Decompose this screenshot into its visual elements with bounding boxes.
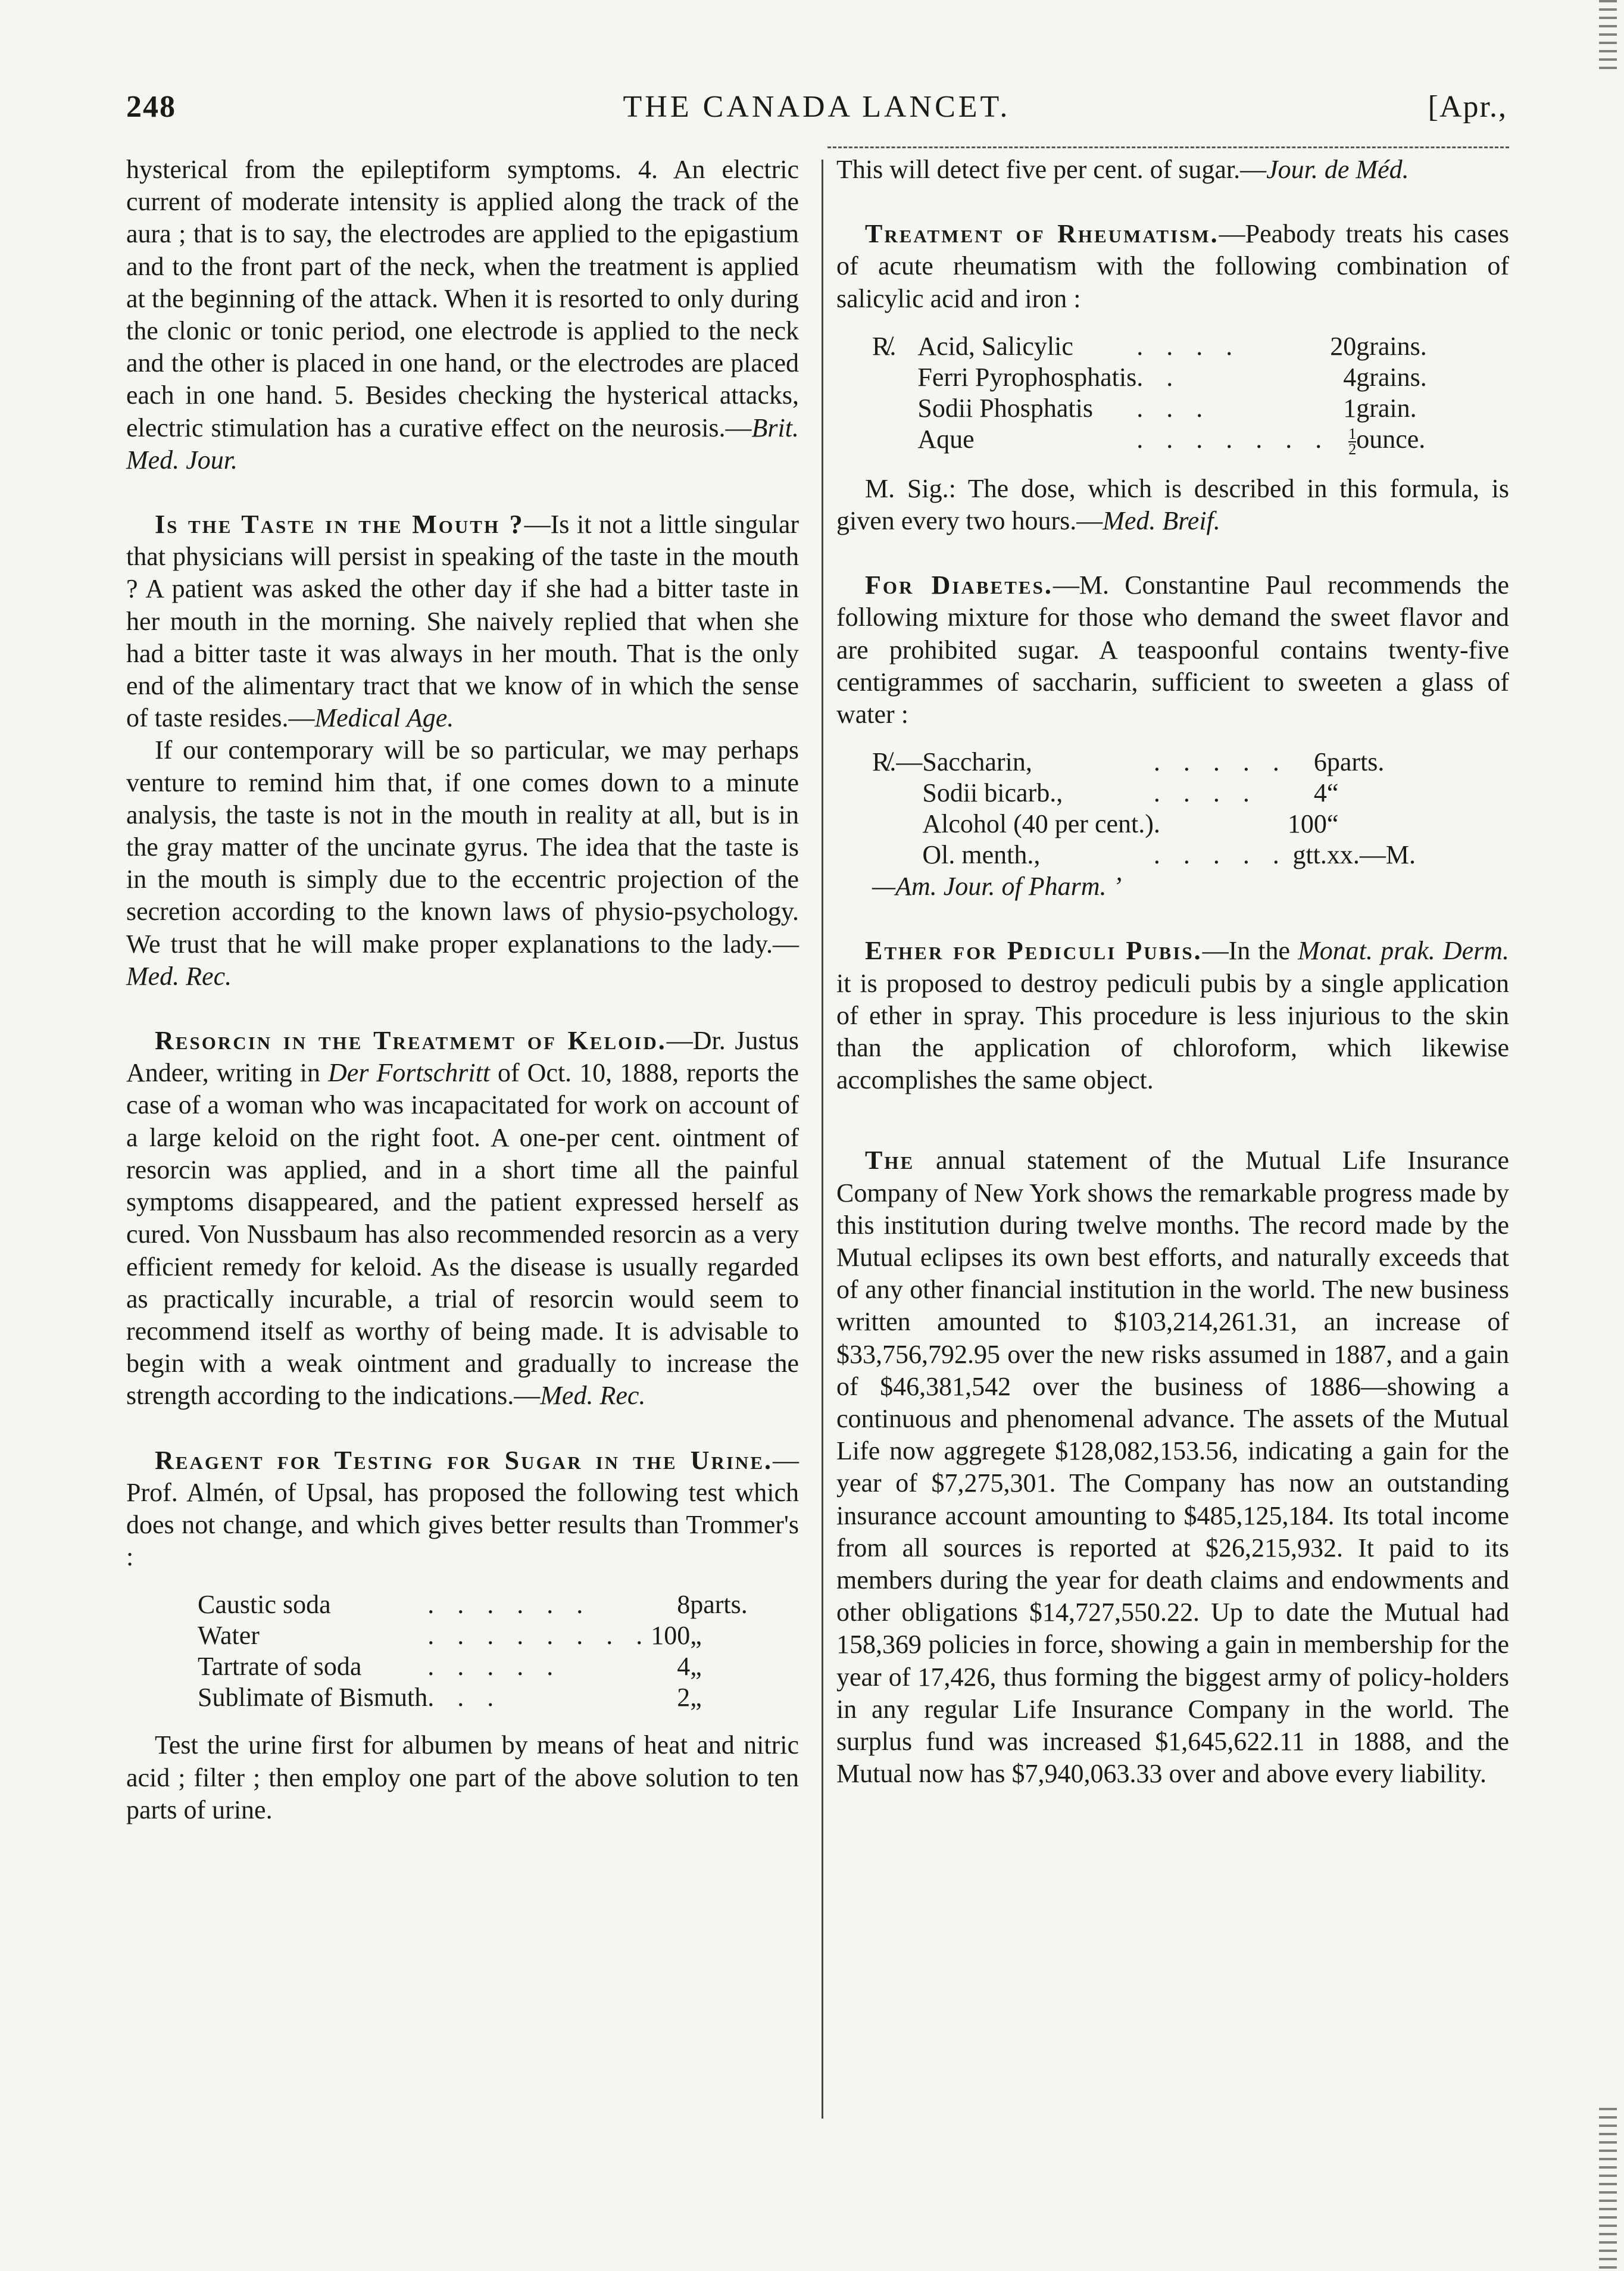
diabetes-formula-table [872, 747, 1416, 871]
citation: Brit. Med. Jour. [126, 413, 799, 475]
header-month: [Apr., [1428, 90, 1507, 124]
formula-row: Ol. menth., . . . . . gtt. xx.—M. [922, 840, 1416, 870]
citation: Med. Breif. [1103, 506, 1220, 535]
recipe-symbol: R̸. [872, 331, 897, 361]
running-header [126, 89, 1507, 137]
formula-row: Tartrate of soda . . . . . 4 „ [198, 1652, 702, 1682]
taste-response: If our contemporary will be so particular, we may perhaps venture to remind him that, if one comes down to a minute analysis, the taste is not in the mouth in reality at all, but is in the gray matter of the uncinate gyrus. The idea that the taste is in the mouth is simply due to the eccentric projection of the secretion according to the known laws of physio-psychology. We trust that he will make proper explanations to the lady.—Med. Rec. [126, 735, 799, 991]
citation: Med. Rec. [126, 961, 232, 991]
rheumatism-formula-table [872, 331, 1427, 457]
rheumatism-signature: M. Sig.: The dose, which is described in this formula, is given every two hours.—Med. Breif. [836, 473, 1509, 535]
formula-row: Water . . . . . . . . 100 „ [198, 1621, 702, 1651]
article-heading: For Diabetes. [865, 570, 1053, 600]
header-rule [827, 146, 1509, 148]
formula-row: Ferri Pyrophosphatis . . 4 grains. [917, 362, 1427, 392]
article-heading: Is the Taste in the Mouth ? [155, 510, 524, 539]
left-column [126, 154, 799, 1826]
journal-title: THE CANADA LANCET. [623, 90, 1011, 124]
reagent-instructions: Test the urine first for albumen by means of heat and nitric acid ; filter ; then employ one part of the above solution to ten parts of urine. [126, 1730, 799, 1824]
article-heading: Resorcin in the Treatmemt of Keloid. [155, 1026, 667, 1056]
diabetes-citation [872, 871, 1509, 903]
page-number: 248 [126, 90, 176, 124]
diabetes-article: For Diabetes.—M. Constantine Paul recommends the following mixture for those who demand the sweet flavor and are prohibited sugar. A teaspoonful contains twenty-five centigrammes of saccharin, sufficient to sweeten a glass of water : [836, 570, 1509, 729]
citation: —Am. Jour. of Pharm. ’ [872, 872, 1122, 901]
epilepsy-paragraph: hysterical from the epileptiform symptoms. 4. An electric current of moderate intensity is applied along the track of the aura ; that is to say, the electrodes are applied to the epigastium and to the front part of the neck, when the treatment is applied at the beginning of the attack. When it is resorted to only during the clonic or tonic period, one electrode is applied to the neck and the other is placed in one hand, or the electrodes are placed each in one hand. 5. Besides checking the hysterical attacks, electric stimulation has a curative effect on the neurosis.—Brit. Med. Jour. [126, 155, 799, 475]
formula-row: Sodii bicarb., . . . . 4 “ [922, 778, 1339, 808]
citation: Med. Rec. [540, 1381, 646, 1411]
article-heading: Treatment of Rheumatism. [865, 219, 1219, 249]
formula-row: Sublimate of Bismuth . . . 2 „ [198, 1683, 702, 1712]
fraction-half: $\frac{1}{2}$ [1348, 425, 1357, 458]
article-heading: Ether for Pediculi Pubis. [865, 936, 1203, 966]
rheumatism-article: Treatment of Rheumatism.—Peabody treats his cases of acute rheumatism with the following combination of salicylic acid and iron : [836, 219, 1509, 313]
formula-row: Caustic soda . . . . . . 8 parts. [198, 1590, 748, 1620]
article-heading: Reagent for Testing for Sugar in the Urine. [155, 1445, 773, 1475]
reagent-formula-table [198, 1589, 748, 1713]
formula-row: Alcohol (40 per cent.) . 100 “ [922, 809, 1339, 839]
scan-edge-mark [1599, 2108, 1617, 2269]
scan-edge-mark [1599, 0, 1617, 71]
article-lead: The [865, 1146, 915, 1175]
column-divider [822, 160, 823, 2119]
formula-row: R̸. Acid, Salicylic . . . . 20 grains. [872, 331, 1427, 361]
continued-paragraph: This will detect five per cent. of sugar.—Jour. de Méd. [836, 155, 1409, 184]
formula-row: R̸.— Saccharin, . . . . . 6 parts. [872, 747, 1385, 777]
formula-row: Sodii Phosphatis . . . 1 grain. [917, 393, 1417, 423]
ether-article: Ether for Pediculi Pubis.—In the Monat. prak. Derm. it is proposed to destroy pediculi pubis by a single application of ether in spray. This procedure is less injurious to the skin than the application of chloroform, which likewise accomplishes the same object. [836, 936, 1510, 1095]
formula-row: Aque . . . . . . . $\frac{1}{2}$ ounce. [917, 424, 1426, 458]
reagent-article: Reagent for Testing for Sugar in the Urine.—Prof. Almén, of Upsal, has proposed the following test which does not change, and which gives better results than Trommer's : [126, 1445, 799, 1572]
citation: Jour. de Méd. [1266, 155, 1409, 184]
right-column [836, 154, 1509, 1790]
recipe-symbol: R̸.— [872, 747, 923, 777]
citation: Medical Age. [314, 703, 454, 733]
keloid-article: Resorcin in the Treatmemt of Keloid.—Dr. Justus Andeer, writing in Der Fortschritt of Oct. 10, 1888, reports the case of a woman who was incapacitated for work on account of a large keloid on the right foot. A one-per cent. ointment of resorcin was applied, and in a short time all the painful symptoms disappeared, and the patient expressed herself as cured. Von Nussbaum has also recommended resorcin as a very efficient remedy for keloid. As the disease is usually regarded as practically incurable, a trial of resorcin would seem to recommend itself as worthy of being made. It is advisable to begin with a weak ointment and gradually to increase the strength according to the indications.—Med. Rec. [126, 1026, 799, 1411]
mutual-life-article: The annual statement of the Mutual Life Insurance Company of New York shows the remarkable progress made by this institution during twelve months. The record made by the Mutual eclipses its own best efforts, and naturally exceeds that of any other financial institution in the world. The new business written amounted to $103,214,261.31, an increase of $33,756,792.95 over the new risks assumed in 1887, and a gain of $46,381,542 over the business of 1886—showing a continuous and phenomenal advance. The assets of the Mutual Life now aggregete $128,082,153.56, indicating a gain for the year of $7,275,301. The Company has now an outstanding insurance account amounting to $485,125,184. Its total income from all sources is reported at $26,215,932. It paid to its members during the year for death claims and endowments and other obligations $14,727,550.22. Up to date the Mutual had 158,369 policies in force, showing a gain in membership for the year of 17,426, thus forming the biggest army of policy-holders in any regular Life Insurance Company in the world. The surplus fund was increased $1,645,622.11 in 1888, and the Mutual now has $7,940,063.33 over and above every liability. [836, 1146, 1509, 1789]
taste-article: Is the Taste in the Mouth ?—Is it not a little singular that physicians will persist in speaking of the taste in the mouth ? A patient was asked the other day if she had a bitter taste in her mouth in the morning. She naively replied that when she had a bitter taste it was always in her mouth. That is the only end of the alimentary tract that we know of in which the sense of taste resides.—Medical Age. [126, 510, 799, 733]
